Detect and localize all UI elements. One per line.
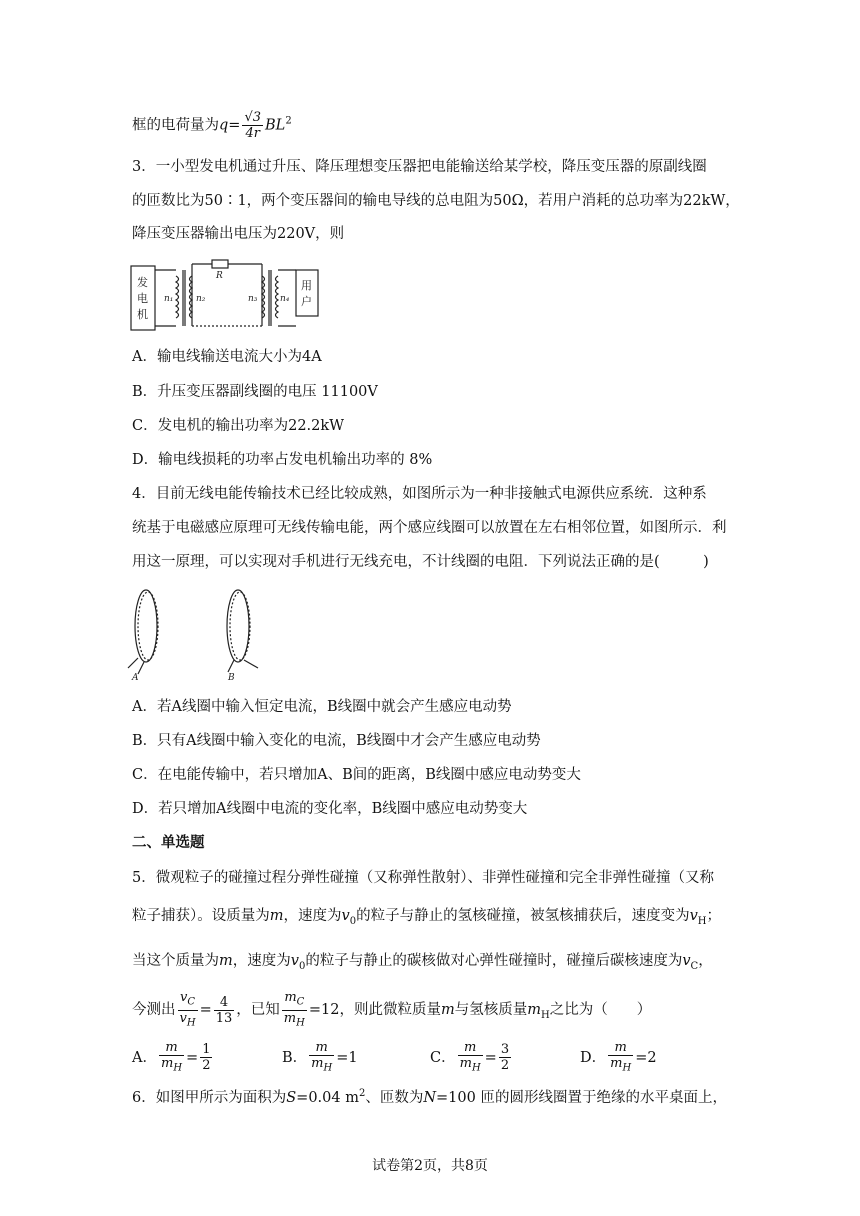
label-R: R [216,271,223,281]
q4-option-b: B．只有A线圈中输入变化的电流，B线圈中才会产生感应电动势 [132,733,541,749]
q5-line-4: 今测出 $\frac{v_C}{v_H}$ = $\frac{4}{13}$ ，已知 $\frac{m_C}{m_H}$ =12，则此微粒质量m与氢核质量$m_H$之比为（ ） [132,990,652,1029]
coil-B [227,590,249,662]
label-A: A [132,673,139,682]
q5-option-c: C． $\frac{m}{m_H}$ = $\frac{3}{2}$ [430,1040,510,1074]
q2-tail-line: 框的电荷量为q= $\frac{√3}{4r}$ $BL^2$ [132,110,292,141]
page-footer: 试卷第2页，共8页 [372,1158,488,1174]
label-B: B [228,673,235,682]
coil-A [135,590,157,662]
q4-option-c: C．在电能传输中，若只增加A、B间的距离，B线圈中感应电动势变大 [132,767,581,783]
user-box [296,270,318,316]
label-n4: n₄ [280,294,290,304]
charge-fraction: $\frac{√3}{4r}$ [244,110,262,141]
q3-option-a: A．输电线输送电流大小为4A [132,349,322,365]
q5-line-2: 粒子捕获）。设质量为m，速度为$v_0$的粒子与静止的氢核碰撞，被氢核捕获后，速度变为$v_H$； [132,908,722,927]
velocity-ratio-fraction: $\frac{v_C}{v_H}$ [179,990,196,1029]
q5-option-a: A． $\frac{m}{m_H}$ = $\frac{1}{2}$ [132,1040,211,1074]
q4-stem-3: 用这一原理，可以实现对手机进行无线充电，不计线圈的电阻．下列说法正确的是( ) [132,554,709,570]
q3-option-d: D．输电线损耗的功率占发电机输出功率的 8% [132,452,433,468]
transformer-circuit-figure [130,256,322,336]
mass-ratio-fraction: $\frac{m_C}{m_H}$ [283,990,305,1029]
q3-stem-3: 降压变压器输出电压为220V，则 [132,226,345,242]
velocity-ratio-value: $\frac{4}{13}$ [215,994,233,1026]
q3-option-b: B．升压变压器副线圈的电压 11100V [132,384,378,400]
q4-option-a: A．若A线圈中输入恒定电流，B线圈中就会产生感应电动势 [132,699,512,715]
gen-char-1: 发 [137,276,148,289]
gen-char-2: 电 [137,292,148,305]
q5-line-1: 5．微观粒子的碰撞过程分弹性碰撞（又称弹性散射）、非弹性碰撞和完全非弹性碰撞（又称 [132,870,714,886]
q4-stem-1: 4．目前无线电能传输技术已经比较成熟，如图所示为一种非接触式电源供应系统．这种系 [132,486,707,502]
label-n1: n₁ [164,294,174,304]
section-heading: 二、单选题 [132,834,205,851]
q4-stem-2: 统基于电磁感应原理可无线传输电能，两个感应线圈可以放置在左右相邻位置，如图所示．利 [132,520,727,536]
user-char-2: 户 [301,295,312,308]
q5-option-b: B． $\frac{m}{m_H}$ =1 [282,1040,358,1074]
resistor-R [212,260,228,268]
q3-option-c: C．发电机的输出功率为22.2kW [132,418,345,434]
q5-line-3: 当这个质量为m，速度为$v_0$的粒子与静止的碳核做对心弹性碰撞时，碰撞后碳核速度为$v_C$， [132,953,713,972]
induction-coils-figure [124,586,274,682]
gen-char-3: 机 [137,308,148,321]
label-n2: n₂ [196,294,206,304]
q3-stem-2: 的匝数比为50∶1，两个变压器间的输电导线的总电阻为50Ω，若用户消耗的总功率为22kW， [132,193,740,209]
q6-line-1: 6．如图甲所示为面积为S=0.04 $m^2$、匝数为N=100 匝的圆形线圈置于绝缘的水平桌面上， [132,1088,727,1106]
q3-stem-1: 3．一小型发电机通过升压、降压理想变压器把电能输送给某学校，降压变压器的原副线圈 [132,159,707,175]
user-char-1: 用 [301,279,312,292]
q4-option-d: D．若只增加A线圈中电流的变化率，B线圈中感应电动势变大 [132,801,528,817]
label-n3: n₃ [248,294,258,304]
q5-option-d: D． $\frac{m}{m_H}$ =2 [580,1040,657,1074]
